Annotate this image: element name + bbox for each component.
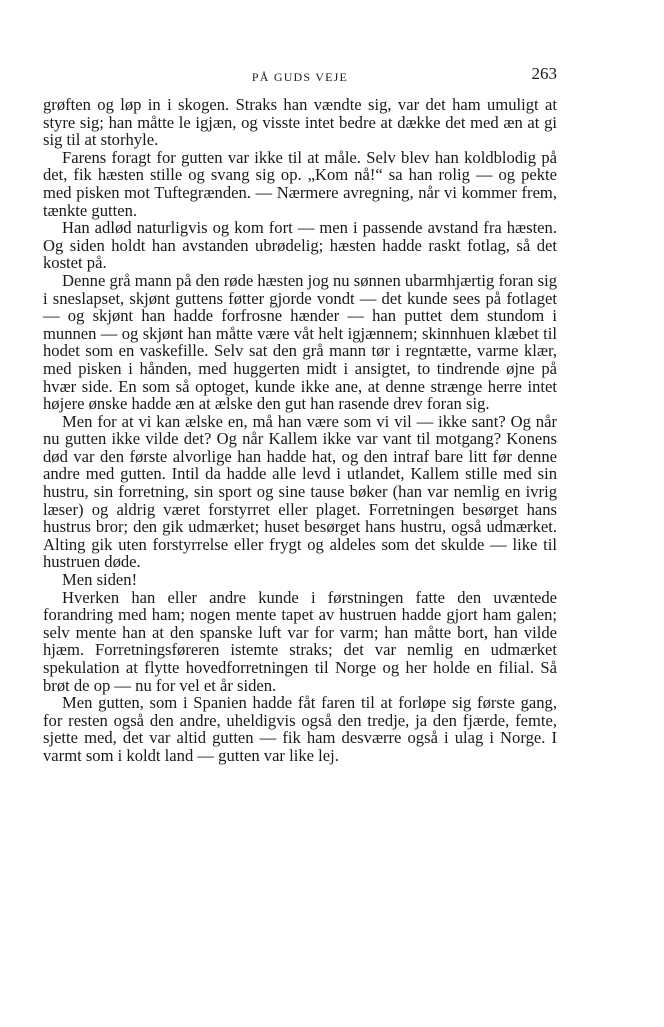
running-title: PÅ GUDS VEJE (251, 70, 349, 84)
paragraph: Men for at vi kan ælske en, må han være som vi vil — ikke sant? Og når nu gutten ikke vilde det? Og når Kallem ikke var vant til motgang? Konens død var den første alvorlige han hadde hat, og den intraf bare litt før denne andre med gutten. Intil da hadde alle levd i utlandet, Kallem stille med sin hustru, sin forretning, sin sport og sine tause bøker (han var nemlig en ivrig læser) og aldrig været forstyrret eller plaget. Forretningen besørget hans hustrus bror; den gik udmærket; huset besørget hans hustru, også udmærket. Alting gik uten forstyrrelse eller frygt og aldeles som det skulde — like til hustruen døde. (43, 411, 557, 572)
paragraph: Denne grå mann på den røde hæsten jog nu sønnen ubarmhjærtig foran sig i sneslapset, skjønt guttens føtter gjorde vondt — det kunde sees på fotlaget — og skjønt han hadde forfrosne hænder — han puttet dem stundom i munnen — og skjønt han måtte være våt helt igjænnem; skinnhuen klæbet til hodet som en vaskefille. Selv sat den grå mann tør i regntætte, varme klær, med pisken i hånden, med huggerten midt i ansigtet, to tindrende øjne på hvær side. En som så optoget, kunde ikke ane, at denne strænge herre intet højere ønske hadde æn at ælske den gut han rasende drev foran sig. (43, 270, 557, 414)
running-head (43, 64, 557, 90)
paragraph: Men siden! (62, 570, 138, 590)
paragraph: grøften og løp in i skogen. Straks han vændte sig, var det ham umuligt at styre sig; han måtte le igjæn, og visste intet bedre at dække det med æn at gi sig til at storhyle. (43, 95, 557, 150)
paragraph: Han adlød naturligvis og kom fort — men i passende avstand fra hæsten. Og siden holdt han avstanden ubrødelig; hæsten hadde raskt fotlag, så det kostet på. (43, 218, 557, 273)
book-page (43, 64, 557, 765)
paragraph: Men gutten, som i Spanien hadde fåt faren til at forløpe sig første gang, for resten også den andre, uheldigvis også den tredje, ja den fjærde, femte, sjette med, det var altid gutten — fik ham desværre også i ulag i Norge. I varmt som i koldt land — gutten var like lej. (43, 693, 557, 765)
body-text (43, 96, 557, 765)
paragraph: Farens foragt for gutten var ikke til at måle. Selv blev han koldblodig på det, fik hæsten stille og svang sig op. „Kom nå!“ sa han rolig — og pekte med pisken mot Tuftegrænden. — Nærmere avregning, når vi kommer frem, tænkte gutten. (43, 147, 557, 220)
paragraph: Hverken han eller andre kunde i førstningen fatte den uvæntede forandring med ham; nogen mente tapet av hustruen hadde gjort ham galen; selv mente han at den spanske luft var for varm; han måtte bort, han vilde hjæm. Forretningsføreren istemte straks; det var nemlig en udmærket spekulation at flytte hovedforretningen til Norge og her holde en filial. Så brøt de op — nu for vel et år siden. (43, 587, 557, 695)
page-number: 263 (531, 64, 557, 83)
